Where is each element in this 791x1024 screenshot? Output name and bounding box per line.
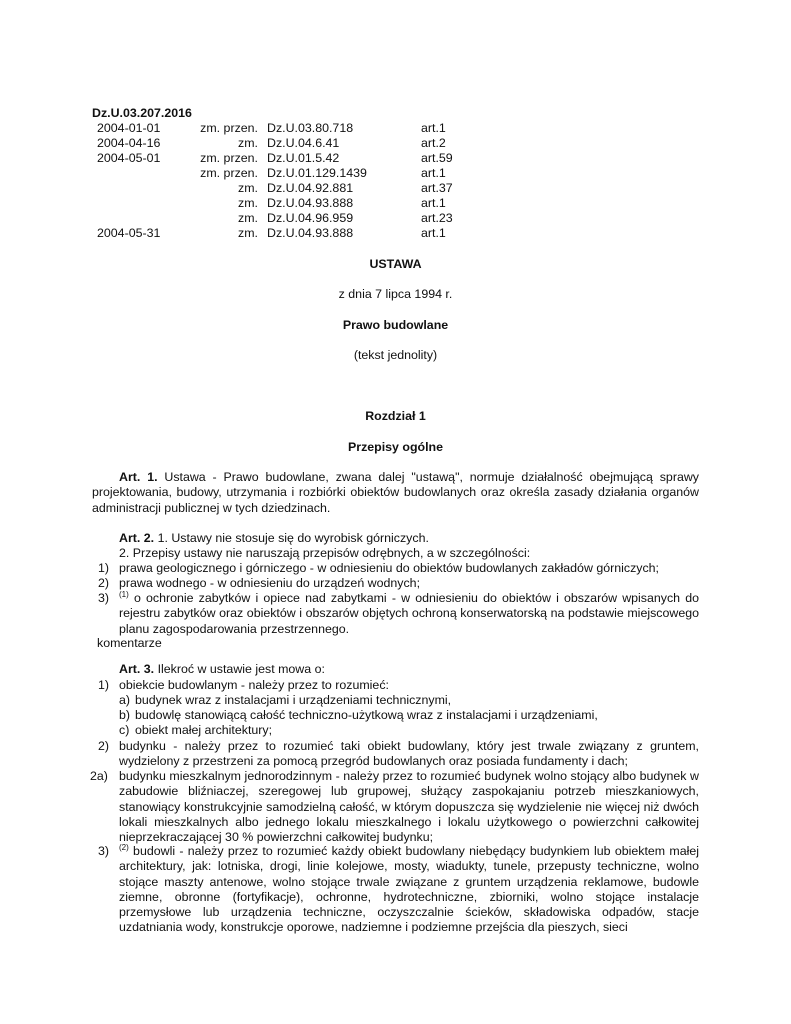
- amendment-art: art.1: [421, 166, 446, 180]
- article-label: Art. 3.: [119, 662, 155, 676]
- article-3-intro: [119, 662, 325, 677]
- document-id: Dz.U.03.207.2016: [92, 106, 192, 120]
- list-item-number: 3): [98, 591, 110, 605]
- list-item: [92, 844, 699, 936]
- amendment-date: 2004-05-31: [97, 226, 161, 240]
- list-item-number: 2): [98, 576, 110, 590]
- table-row: [0, 136, 791, 151]
- amendment-date: 2004-04-16: [97, 136, 161, 150]
- chapter-number: Rozdział 1: [365, 409, 426, 423]
- amendment-art: art.37: [421, 181, 453, 195]
- sub-list-item: [119, 708, 699, 723]
- table-row: [0, 181, 791, 196]
- list-item: [92, 576, 699, 591]
- act-title: Prawo budowlane: [342, 318, 449, 332]
- table-row: [0, 166, 791, 181]
- amendment-art: art.1: [421, 226, 446, 240]
- sub-list-item: [119, 693, 699, 708]
- list-item: [92, 561, 699, 576]
- footnote-marker[interactable]: (2): [119, 842, 129, 852]
- sub-item-text: budynek wraz z instalacjami i urządzeniami technicznymi,: [135, 693, 452, 707]
- act-heading: USTAWA: [369, 257, 422, 271]
- act-variant: (tekst jednolity): [353, 348, 438, 362]
- amendment-ref: Dz.U.01.5.42: [267, 151, 340, 165]
- amendment-ref: Dz.U.03.80.718: [267, 121, 354, 135]
- amendment-art: art.1: [421, 121, 446, 135]
- amendment-type: zm.: [238, 136, 258, 150]
- table-row: [0, 121, 791, 136]
- list-item: [92, 591, 699, 637]
- amendment-ref: Dz.U.04.6.41: [267, 136, 340, 150]
- list-item: [92, 769, 699, 845]
- sub-item-letter: b): [119, 708, 131, 722]
- article-1: [92, 470, 699, 516]
- list-item-text: $^{(1)}$ o ochronie zabytków i opiece nad zabytkami - w odniesieniu do obiektów i obszarów wpisanych do rejestru zabytków oraz obiektów i obszarów objętych ochroną konserwatorską na podstawie miejscowego planu zagospodarowania przestrzennego.: [119, 589, 699, 636]
- list-item: [92, 739, 699, 770]
- table-row: [0, 226, 791, 241]
- footnote-marker[interactable]: (1): [119, 589, 129, 599]
- list-item-text: prawa geologicznego i górniczego - w odniesieniu do obiektów budowlanych zakładów górniczych;: [119, 561, 660, 575]
- list-item-number: 1): [98, 561, 110, 575]
- list-item-number: 1): [98, 678, 110, 692]
- amendment-art: art.59: [421, 151, 453, 165]
- sub-item-letter: c): [119, 723, 130, 737]
- article-label: Art. 2.: [119, 531, 155, 545]
- list-item-text: $^{(2)}$ budowli - należy przez to rozumieć każdy obiekt budowlany niebędący budynkiem lub obiektem małej architektury, jak: lotniska, drogi, linie kolejowe, mosty, wiadukty, tunele, przepusty techniczne, wolno stojące maszty antenowe, wolno stojące trwale związane z gruntem urządzenia reklamowe, budowle ziemne, obronne (fortyfikacje), ochronne, hydrotechniczne, zbiorniki, wolno stojące instalacje przemysłowe lub urządzenia techniczne, oczyszczalnie ścieków, składowiska odpadów, stacje uzdatniania wody, konstrukcje oporowe, nadziemne i podziemne przejścia dla pieszych, sieci: [119, 842, 699, 935]
- table-row: [0, 211, 791, 226]
- sub-item-letter: a): [119, 693, 131, 707]
- amendment-type: zm.: [238, 181, 258, 195]
- list-item-number: 2): [98, 739, 110, 753]
- list-item-number: 2a): [90, 769, 108, 783]
- article-text: Ilekroć w ustawie jest mowa o:: [154, 662, 325, 676]
- act-date: z dnia 7 lipca 1994 r.: [338, 287, 453, 301]
- sub-item-text: budowlę stanowiącą całość techniczno-użytkową wraz z instalacjami i urządzeniami,: [135, 708, 598, 722]
- amendment-type: zm. przen.: [200, 121, 258, 135]
- amendment-date: 2004-01-01: [97, 121, 161, 135]
- list-item-text: budynku mieszkalnym jednorodzinnym - należy przez to rozumieć budynek wolno stojący albo budynek w zabudowie bliźniaczej, szeregowej lub grupowej, służący zaspokajaniu potrzeb mieszkaniowych, stanowiący konstrukcyjnie samodzielną całość, w którym dopuszcza się wydzielenie nie więcej niż dwóch lokali mieszkalnych albo jednego lokalu mieszkalnego i lokalu użytkowego o powierzchni całkowitej nieprzekraczającej 30 % powierzchni całkowitej budynku;: [119, 769, 699, 845]
- list-item-number: 3): [98, 844, 110, 858]
- comments-link[interactable]: komentarze: [97, 636, 162, 650]
- list-item-text: budynku - należy przez to rozumieć taki obiekt budowlany, który jest trwale związany z gruntem, wydzielony z przestrzeni za pomocą przegród budowlanych oraz posiada fundamenty i dach;: [119, 739, 699, 769]
- amendment-ref: Dz.U.04.93.888: [267, 196, 354, 210]
- amendment-ref: Dz.U.04.92.881: [267, 181, 354, 195]
- amendment-type: zm.: [238, 211, 258, 225]
- amendment-ref: Dz.U.01.129.1439: [267, 166, 367, 180]
- sub-item-text: obiekt małej architektury;: [135, 723, 273, 737]
- table-row: [0, 196, 791, 211]
- amendment-art: art.23: [421, 211, 453, 225]
- amendment-type: zm.: [238, 196, 258, 210]
- amendment-art: art.2: [421, 136, 446, 150]
- article-text: 1. Ustawy nie stosuje się do wyrobisk górniczych.: [154, 531, 429, 545]
- article-text: Ustawa - Prawo budowlane, zwana dalej "ustawą", normuje działalność obejmującą sprawy projektowania, budowy, utrzymania i rozbiórki obiektów budowlanych oraz określa zasady działania organów administracji publicznej w tych dziedzinach.: [92, 470, 699, 515]
- article-2-para-2: 2. Przepisy ustawy nie naruszają przepisów odrębnych, a w szczególności:: [119, 546, 531, 560]
- list-item-text: prawa wodnego - w odniesieniu do urządzeń wodnych;: [119, 576, 421, 590]
- chapter-title: Przepisy ogólne: [347, 440, 444, 454]
- table-row: [0, 151, 791, 166]
- amendment-type: zm.: [238, 226, 258, 240]
- list-item: [92, 678, 699, 693]
- article-label: Art. 1.: [119, 470, 158, 484]
- amendment-type: zm. przen.: [200, 166, 258, 180]
- amendment-type: zm. przen.: [200, 151, 258, 165]
- article-2-para-1: [119, 531, 429, 546]
- amendment-date: 2004-05-01: [97, 151, 161, 165]
- amendment-ref: Dz.U.04.96.959: [267, 211, 354, 225]
- amendment-art: art.1: [421, 196, 446, 210]
- list-item-text: obiekcie budowlanym - należy przez to rozumieć:: [119, 678, 389, 692]
- amendment-ref: Dz.U.04.93.888: [267, 226, 354, 240]
- sub-list-item: [119, 723, 699, 738]
